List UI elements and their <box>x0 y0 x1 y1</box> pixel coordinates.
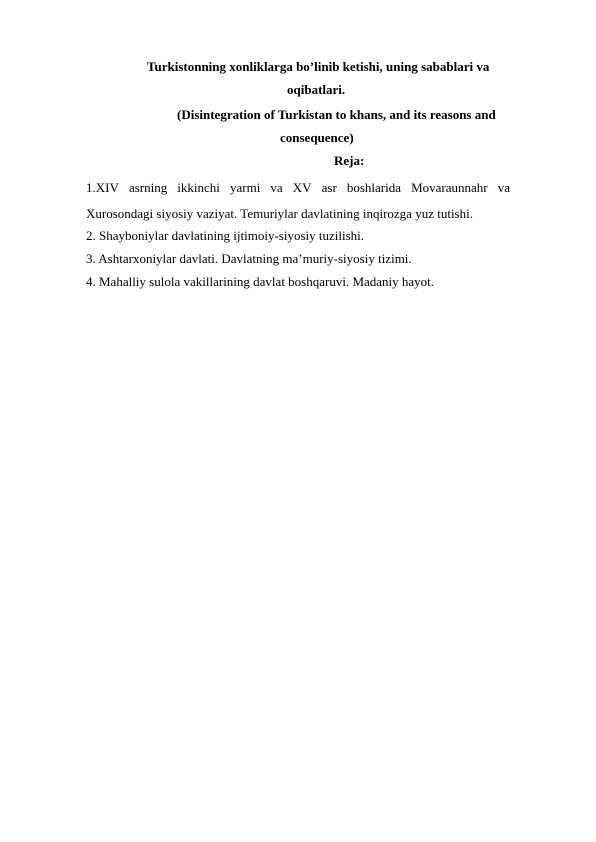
plan-item-1-word: ikkinchi <box>177 180 220 195</box>
plan-item-1-word: asr <box>321 180 337 195</box>
plan-item-4: 4. Mahalliy sulola vakillarining davlat boshqaruvi. Madaniy hayot. <box>86 274 435 289</box>
title-line-2: oqibatlari. <box>287 82 346 97</box>
plan-item-3: 3. Ashtarxoniylar davlati. Davlatning ma’muriy-siyosiy tizimi. <box>86 251 412 266</box>
plan-item-1-word: Movaraunnahr <box>411 180 488 195</box>
plan-item-1-word: va <box>270 180 283 195</box>
plan-item-1-word: 1.XIV <box>86 180 119 195</box>
plan-item-2: 2. Shayboniylar davlatining ijtimoiy-siyosiy tuzilishi. <box>86 228 365 243</box>
plan-item-1-word: va <box>497 180 510 195</box>
plan-item-1-line-2: Xurosondagi siyosiy vaziyat. Temuriylar davlatining inqirozga yuz tutishi. <box>86 206 473 221</box>
subtitle-line-2: consequence) <box>280 130 354 145</box>
plan-item-1-line-1 <box>86 180 510 196</box>
plan-heading: Reja: <box>334 153 365 168</box>
plan-item-1-word: XV <box>292 180 312 195</box>
plan-item-1-word: yarmi <box>229 180 261 195</box>
plan-item-1-word: asrning <box>128 180 168 195</box>
subtitle-line-1: (Disintegration of Turkistan to khans, and its reasons and <box>177 107 496 122</box>
plan-item-1-word: boshlarida <box>346 180 402 195</box>
title-line-1: Turkistonning xonliklarga bo’linib ketishi, uning sabablari va <box>147 59 490 74</box>
